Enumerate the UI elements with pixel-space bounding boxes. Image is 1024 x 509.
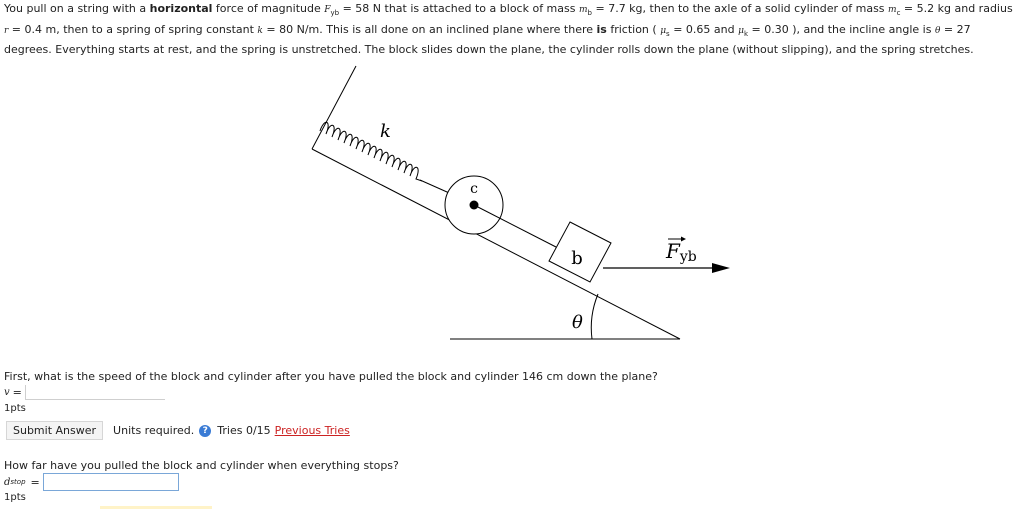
- var-mass-block: m: [578, 5, 588, 15]
- problem-text: = 0.65 and: [669, 22, 739, 36]
- question-stop-distance: How far have you pulled the block and cylinder when everything stops?: [4, 459, 399, 472]
- units-required-text: Units required.: [113, 424, 195, 437]
- var-force: F: [324, 5, 331, 15]
- problem-text: = 0.4 m, then to a spring of spring constant: [8, 22, 258, 36]
- problem-text: friction (: [606, 22, 661, 36]
- wall-line: [312, 66, 356, 149]
- var-v-label: v: [4, 387, 10, 398]
- incline-surface: [312, 149, 680, 339]
- answer-row-stop-distance: [4, 473, 179, 491]
- var-theta: θ: [934, 25, 941, 36]
- problem-text: = 27: [940, 22, 971, 36]
- force-arrowhead: [712, 263, 730, 273]
- problem-text: = 0.30 ), and the incline angle is: [748, 22, 935, 36]
- var-force-subscript: yb: [330, 9, 340, 18]
- var-d-label: d: [4, 476, 11, 488]
- var-mass-cylinder-subscript: c: [896, 9, 901, 18]
- help-icon[interactable]: ?: [199, 425, 211, 437]
- var-spring-constant: k: [257, 25, 263, 36]
- problem-text: = 5.2 kg and radius: [900, 2, 1013, 15]
- question-speed: First, what is the speed of the block and cylinder after you have pulled the block and cylinder 146 cm down the plane?: [4, 370, 658, 383]
- problem-emphasis-is: is: [596, 22, 607, 36]
- var-radius: r: [4, 25, 9, 36]
- problem-emphasis-horizontal: horizontal: [149, 2, 213, 15]
- problem-text: = 58 N that is attached to a block of mass: [339, 2, 579, 15]
- speed-answer-input[interactable]: [25, 385, 165, 400]
- angle-arc: [591, 294, 598, 339]
- equals-sign: =: [30, 475, 40, 489]
- var-d-subscript: stop: [10, 478, 26, 486]
- equals-sign: =: [12, 386, 22, 399]
- var-mass-cylinder: m: [888, 5, 897, 15]
- spring-label: k: [380, 121, 391, 142]
- submit-answer-button[interactable]: Submit Answer: [6, 421, 103, 440]
- var-mu-static: μ: [660, 25, 667, 36]
- stop-distance-answer-input[interactable]: [43, 473, 179, 491]
- cylinder-label: c: [470, 181, 478, 197]
- problem-text: You pull on a string with a: [4, 2, 150, 15]
- points-label: 1pts: [4, 403, 26, 414]
- var-mass-block-subscript: b: [587, 9, 592, 18]
- force-label: Fyb: [666, 239, 697, 265]
- answer-row-speed: [4, 385, 165, 400]
- answer-controls: [6, 421, 350, 440]
- previous-tries-link[interactable]: Previous Tries: [274, 424, 350, 437]
- problem-text: = 80 N/m. This is all done on an inclined plane where there: [262, 22, 597, 36]
- problem-text: degrees. Everything starts at rest, and the spring is unstretched. The block slides down the plane, the cylinder rolls down the plane (without slipping), and the spring stretches.: [4, 43, 974, 57]
- var-mu-kinetic: μ: [738, 25, 744, 36]
- problem-text: force of magnitude: [212, 2, 325, 15]
- points-label: 1pts: [4, 492, 26, 503]
- problem-text: = 7.7 kg, then to the axle of a solid cylinder of mass: [591, 2, 889, 15]
- var-mu-kinetic-subscript: k: [743, 29, 749, 38]
- var-mu-static-subscript: s: [666, 29, 670, 38]
- tries-counter: Tries 0/15: [217, 424, 271, 437]
- spring-coil: [320, 122, 422, 181]
- incline-diagram: [300, 50, 740, 345]
- block-label: b: [571, 248, 583, 269]
- force-over-arrowhead: [681, 237, 686, 242]
- angle-label: θ: [572, 312, 583, 333]
